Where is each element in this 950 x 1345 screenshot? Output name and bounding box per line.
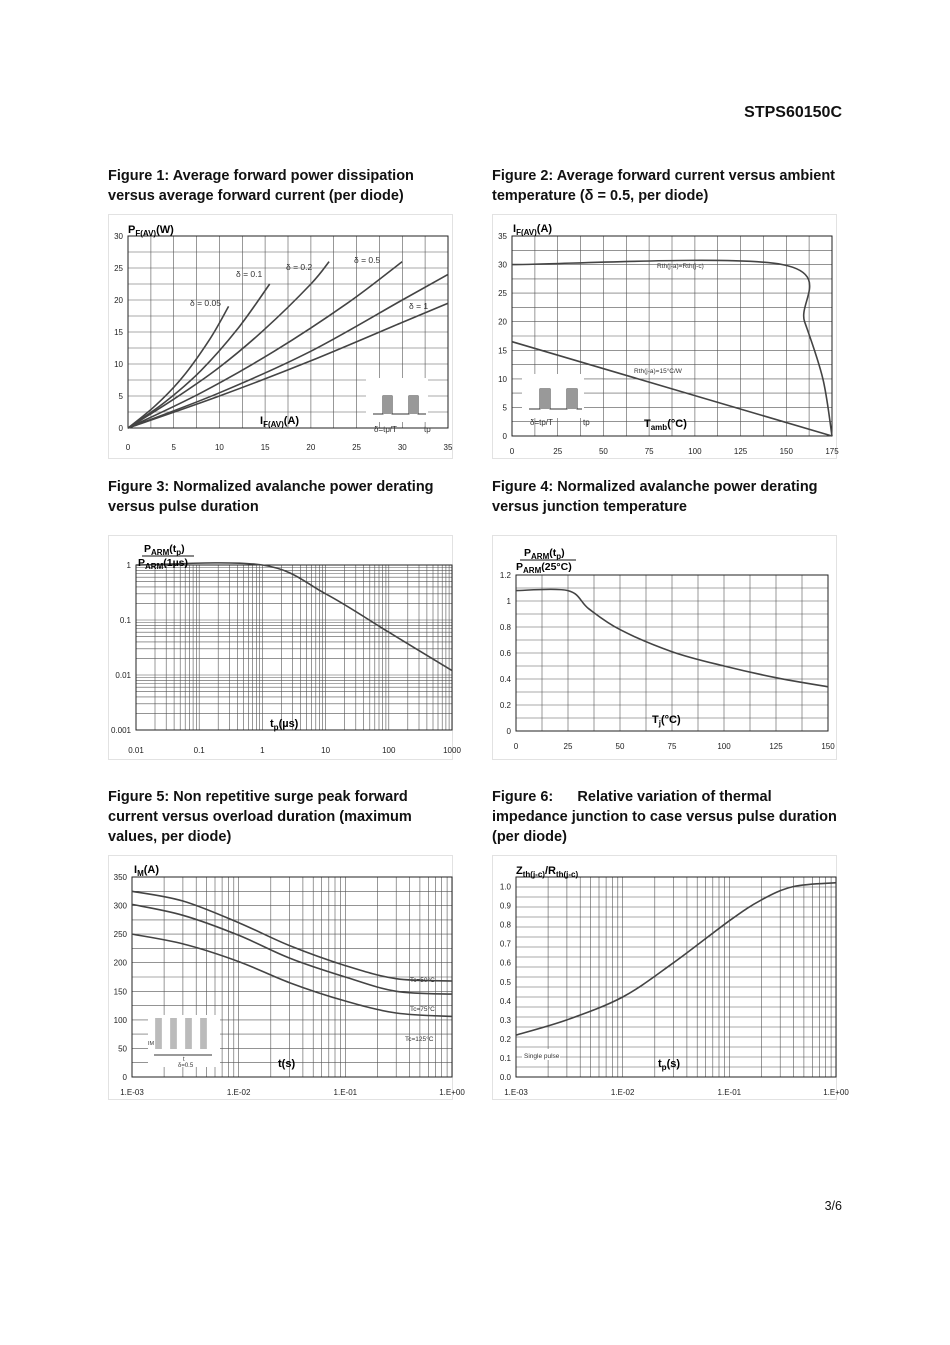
fig5-ytick: 0 xyxy=(122,1073,127,1082)
fig5-inset-duty-label: δ=0.5 xyxy=(178,1063,194,1069)
fig4-xtick: 150 xyxy=(821,742,835,751)
fig6-ytick: 1.0 xyxy=(499,882,511,892)
figure-4 xyxy=(492,535,837,760)
fig4-ytick: 1 xyxy=(506,597,511,606)
fig2-xtick: 100 xyxy=(688,447,702,456)
fig3-plot-frame xyxy=(136,565,452,730)
fig4-ytick: 1.2 xyxy=(499,571,511,580)
fig6-gridlines xyxy=(516,877,836,1077)
fig5-inset-im-label: IM xyxy=(148,1041,155,1047)
fig1-xtick: 15 xyxy=(260,443,270,452)
fig6-ytick: 0.8 xyxy=(499,920,511,930)
fig6-xtick: 1.E-03 xyxy=(504,1088,528,1097)
fig4-ytick: 0 xyxy=(506,727,511,736)
figure-5-chart xyxy=(108,855,465,1100)
fig1-xlabel: $I_{F(AV)}(A)$ xyxy=(260,415,300,429)
figure-3-chart xyxy=(108,535,461,760)
fig1-note-d02: δ = 0.2 xyxy=(286,262,313,272)
fig1-note-d1: δ = 1 xyxy=(409,301,429,311)
fig5-xtick: 1.E-02 xyxy=(226,1088,251,1097)
fig6-ytick: 0.5 xyxy=(499,977,511,987)
fig5-ylabel: $I_M(A)$ xyxy=(134,864,160,878)
fig5-ytick: 300 xyxy=(113,901,127,911)
fig1-ytick: 5 xyxy=(118,392,123,401)
fig4-xtick: 0 xyxy=(513,742,519,751)
figure-6-number: Figure 6: xyxy=(492,789,554,805)
fig4-xtick: 25 xyxy=(563,742,573,751)
figure-4-caption: Figure 4: Normalized avalanche power derating versus junction temperature xyxy=(492,479,818,515)
fig2-ytick: 10 xyxy=(498,374,507,384)
fig2-xtick: 125 xyxy=(733,447,748,456)
fig2-ytick: 5 xyxy=(502,403,507,413)
fig3-xtick: 10 xyxy=(321,746,331,755)
fig2-xtick: 75 xyxy=(644,447,654,456)
fig6-ytick: 0.7 xyxy=(499,939,511,949)
figure-6-chart xyxy=(492,855,849,1100)
figure-2 xyxy=(492,214,837,459)
figure-1-chart xyxy=(108,214,453,459)
fig4-xtick: 75 xyxy=(667,742,677,751)
fig1-xtick: 0 xyxy=(125,443,131,452)
fig2-xtick: 50 xyxy=(598,447,608,456)
fig1-ylabel: $P_{F(AV)}(W)$ xyxy=(128,224,174,238)
fig1-delta-formula: δ=tp/T xyxy=(374,425,397,434)
fig3-ytick: 0.001 xyxy=(110,726,131,735)
fig4-xtick: 50 xyxy=(615,742,625,751)
fig1-ytick: 30 xyxy=(114,232,123,241)
fig4-gridlines xyxy=(516,575,828,731)
fig4-xtick: 100 xyxy=(717,742,731,751)
fig1-ytick: 0 xyxy=(118,424,123,433)
fig5-ytick: 100 xyxy=(113,1015,127,1025)
figure-4-chart xyxy=(492,535,837,760)
fig5-ytick: 200 xyxy=(113,958,127,968)
fig5-ytick: 150 xyxy=(113,987,127,997)
fig3-xtick: 1 xyxy=(260,746,265,755)
fig5-ytick: 250 xyxy=(113,930,127,940)
fig2-delta-formula: δ=tp/T xyxy=(530,418,553,427)
fig4-ylabel-num: $P_{ARM}(t_p)$ xyxy=(524,547,565,561)
fig5-note-tc50: Tc=50°C xyxy=(410,977,435,984)
fig5-inset-t-label: t xyxy=(183,1057,185,1063)
figure-5-caption: Figure 5: Non repetitive surge peak forward current versus overload duration (maximum values, per diode) xyxy=(108,789,412,845)
fig3-gridlines xyxy=(136,565,452,730)
fig1-note-d05: δ = 0.5 xyxy=(354,255,381,265)
fig1-xtick: 30 xyxy=(397,443,407,452)
fig3-xtick: 0.1 xyxy=(193,746,205,755)
fig1-ytick: 25 xyxy=(114,264,123,273)
fig6-ytick: 0.2 xyxy=(499,1034,511,1044)
fig2-xtick: 150 xyxy=(779,447,793,456)
fig4-ytick: 0.6 xyxy=(499,649,511,658)
fig5-xtick: 1.E+00 xyxy=(439,1088,465,1097)
fig1-xtick: 5 xyxy=(171,443,176,452)
fig5-xtick: 1.E-01 xyxy=(333,1088,358,1097)
fig5-note-tc75: Tc=75°C xyxy=(410,1006,435,1013)
fig2-ytick: 25 xyxy=(498,289,507,299)
fig3-ylabel-den: $P_{ARM}(1\mu s)$ xyxy=(138,557,188,571)
fig1-tp-label: tp xyxy=(424,425,431,434)
fig1-xtick: 25 xyxy=(352,443,362,452)
fig1-ytick: 10 xyxy=(114,360,123,369)
figure-3 xyxy=(108,535,461,760)
fig4-ytick: 0.2 xyxy=(499,701,511,710)
fig5-xtick: 1.E-03 xyxy=(120,1088,144,1097)
part-number: STPS60150C xyxy=(744,104,842,121)
fig2-ylabel: $I_{F(AV)}(A)$ xyxy=(513,223,553,237)
fig3-series-0 xyxy=(136,563,452,671)
fig2-ytick: 35 xyxy=(498,232,507,241)
fig5-series-0 xyxy=(132,891,452,981)
fig5-ytick: 50 xyxy=(118,1044,127,1054)
fig3-ytick: 0.01 xyxy=(115,671,131,680)
fig2-ytick: 30 xyxy=(498,260,507,270)
fig5-xlabel: t(s) xyxy=(278,1058,296,1070)
fig4-ytick: 0.8 xyxy=(499,623,511,632)
fig4-xlabel: $T_j(^\circ C)$ xyxy=(652,714,681,728)
fig1-xtick: 20 xyxy=(306,443,316,452)
fig5-note-tc125: Tc=125°C xyxy=(405,1036,434,1043)
fig2-xtick: 0 xyxy=(509,447,515,456)
fig2-inset xyxy=(522,374,584,418)
figure-5 xyxy=(108,855,465,1100)
fig1-note-d005: δ = 0.05 xyxy=(190,298,221,308)
figure-1 xyxy=(108,214,453,459)
fig2-xtick: 175 xyxy=(825,447,839,456)
fig6-xlabel: $t_p(s)$ xyxy=(658,1058,681,1072)
figure-1-caption: Figure 1: Average forward power dissipation versus average forward current (per diode) xyxy=(108,168,414,204)
fig2-xtick: 25 xyxy=(553,447,563,456)
fig2-ytick: 15 xyxy=(498,346,507,356)
fig6-ytick: 0.3 xyxy=(499,1015,511,1025)
fig6-ylabel: $Z_{th(j-c)}/R_{th(j-c)}$ xyxy=(516,865,579,879)
figure-2-caption: Figure 2: Average forward current versus ambient temperature (δ = 0.5, per diode) xyxy=(492,168,836,204)
figure-2-chart xyxy=(492,214,837,459)
fig5-ytick: 350 xyxy=(113,873,127,882)
fig1-ytick: 15 xyxy=(114,328,123,337)
fig1-note-d01: δ = 0.1 xyxy=(236,269,263,279)
figure-6-caption xyxy=(492,787,837,847)
figure-6-title: Relative variation of thermal impedance junction to case versus pulse duration (per diode) xyxy=(492,789,837,845)
fig3-ytick: 1 xyxy=(126,561,131,570)
fig4-ylabel-den: $P_{ARM}(25^\circ C)$ xyxy=(516,561,572,575)
fig6-ytick: 0.9 xyxy=(499,901,511,911)
fig3-xlabel: $t_p(\mu s)$ xyxy=(270,718,299,732)
fig6-ytick: 0.4 xyxy=(499,996,511,1006)
fig1-xtick: 35 xyxy=(443,443,453,452)
fig2-ytick: 20 xyxy=(498,317,507,327)
fig1-inset xyxy=(366,378,428,422)
fig6-ytick: 0.6 xyxy=(499,958,511,968)
figure-3-caption: Figure 3: Normalized avalanche power derating versus pulse duration xyxy=(108,479,434,515)
fig6-ytick: 0.1 xyxy=(499,1053,511,1063)
fig2-note-rth-15: Rth(j-a)=15°C/W xyxy=(634,368,682,375)
fig3-ytick: 0.1 xyxy=(119,616,131,625)
fig6-xtick: 1.E+00 xyxy=(823,1088,849,1097)
fig1-xtick: 10 xyxy=(214,443,224,452)
fig4-ytick: 0.4 xyxy=(499,675,511,684)
figure-6 xyxy=(492,855,849,1100)
fig3-xtick: 0.01 xyxy=(128,746,144,755)
fig1-ytick: 20 xyxy=(114,296,123,305)
fig6-xtick: 1.E-01 xyxy=(717,1088,742,1097)
fig2-ytick: 0 xyxy=(502,432,507,441)
fig2-tp-label: tp xyxy=(583,418,590,427)
fig3-xtick: 100 xyxy=(382,746,396,755)
page-number: 3/6 xyxy=(824,1199,842,1213)
fig4-xtick: 125 xyxy=(769,742,783,751)
fig6-xtick: 1.E-02 xyxy=(610,1088,635,1097)
fig3-xtick: 1000 xyxy=(443,746,461,755)
fig6-note-single-pulse: Single pulse xyxy=(524,1053,560,1060)
fig5-series-1 xyxy=(132,904,452,994)
fig6-series-0 xyxy=(516,883,836,1035)
fig3-ylabel-num: $P_{ARM}(t_p)$ xyxy=(144,543,185,557)
fig2-note-rth-jc: Rth(j-a)=Rth(j-c) xyxy=(657,263,704,270)
fig6-ytick: 0.0 xyxy=(499,1073,511,1082)
fig2-xlabel: $T_{amb}(^\circ C)$ xyxy=(644,418,687,432)
